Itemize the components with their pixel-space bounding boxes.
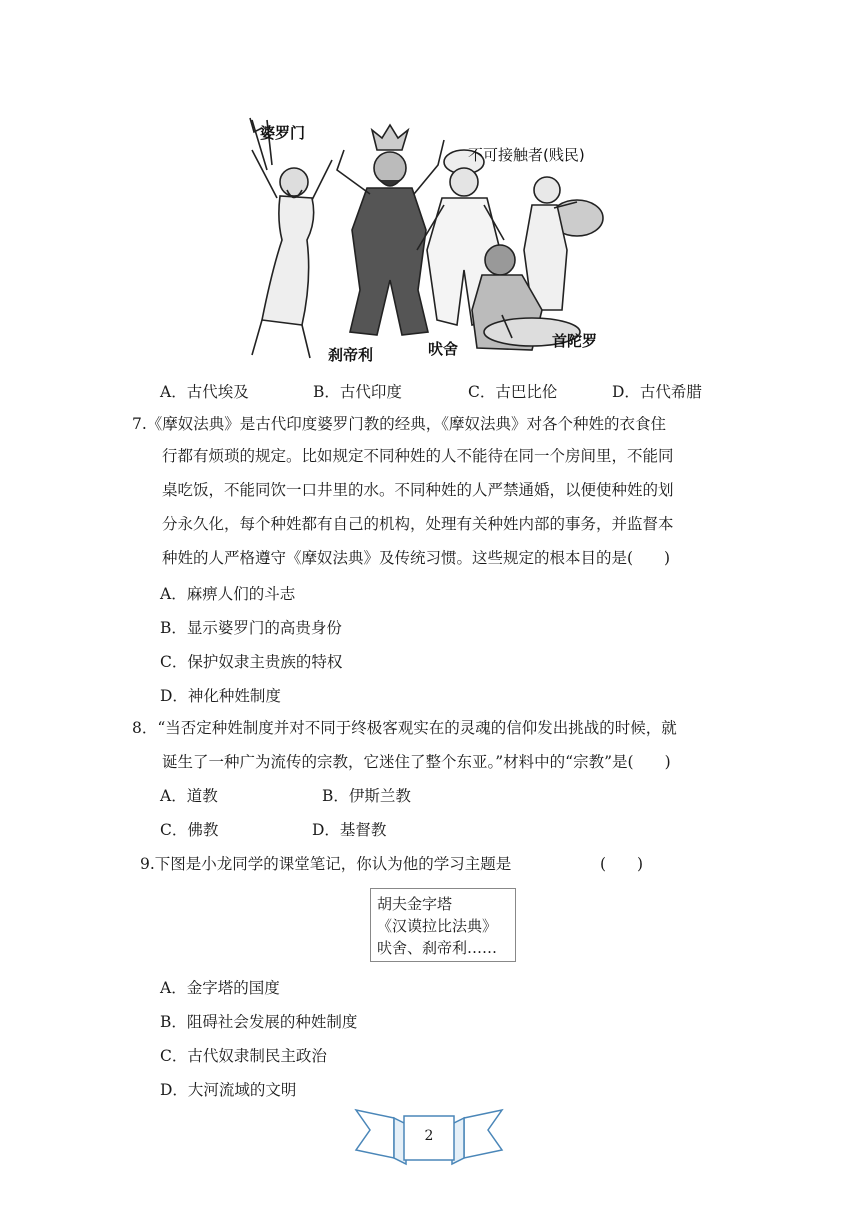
q6-option-c: C．古巴比伦 bbox=[468, 383, 558, 401]
q9-option-a: A．金字塔的国度 bbox=[160, 979, 280, 997]
q8-option-b: B．伊斯兰教 bbox=[322, 787, 411, 805]
q6-option-d: D．古代希腊 bbox=[612, 383, 702, 401]
q9-option-c: C．古代奴隶制民主政治 bbox=[160, 1047, 327, 1065]
q6-option-a: A．古代埃及 bbox=[160, 383, 249, 401]
q9-option-b: B．阻碍社会发展的种姓制度 bbox=[160, 1013, 358, 1031]
q7-stem-line-1: 7.《摩奴法典》是古代印度婆罗门教的经典，《摩奴法典》对各个种姓的衣食住 bbox=[132, 415, 667, 433]
note-line-1: 胡夫金字塔 bbox=[377, 895, 453, 913]
q7-stem-line-3: 桌吃饭，不能同饮一口井里的水。不同种姓的人严禁通婚，以便使种姓的划 bbox=[162, 481, 674, 499]
q8-stem-line-2: 诞生了一种广为流传的宗教，它迷住了整个东亚。”材料中的“宗教”是( ) bbox=[162, 753, 671, 771]
q7-stem-line-2: 行都有烦琐的规定。比如规定不同种姓的人不能待在同一个房间里，不能同 bbox=[162, 447, 674, 465]
q8-stem-line-1: 8．“当否定种姓制度并对不同于终极客观实在的灵魂的信仰发出挑战的时候，就 bbox=[132, 719, 677, 737]
label-vaishya: 吠舍 bbox=[428, 340, 459, 358]
q7-option-b: B．显示婆罗门的高贵身份 bbox=[160, 619, 342, 637]
label-shudra: 首陀罗 bbox=[552, 332, 598, 350]
q9-answer-paren: ( ) bbox=[600, 855, 644, 873]
q9-stem: 9.下图是小龙同学的课堂笔记，你认为他的学习主题是 bbox=[140, 855, 512, 873]
q7-option-d: D．神化种姓制度 bbox=[160, 687, 281, 705]
page-number: 2 bbox=[424, 1128, 434, 1144]
class-notes-box bbox=[370, 888, 516, 962]
label-brahmin: 婆罗门 bbox=[260, 124, 306, 142]
q6-option-b: B．古代印度 bbox=[313, 383, 402, 401]
q7-option-c: C．保护奴隶主贵族的特权 bbox=[160, 653, 343, 671]
q7-option-a: A．麻痹人们的斗志 bbox=[160, 585, 296, 603]
note-line-3: 吠舍、刹帝利…… bbox=[377, 939, 498, 957]
label-kshatriya: 刹帝利 bbox=[328, 346, 374, 364]
q8-option-a: A．道教 bbox=[160, 787, 218, 805]
q8-option-c: C．佛教 bbox=[160, 821, 219, 839]
note-line-2: 《汉谟拉比法典》 bbox=[377, 917, 498, 935]
q9-option-d: D．大河流域的文明 bbox=[160, 1081, 297, 1099]
q7-stem-line-5: 种姓的人严格遵守《摩奴法典》及传统习惯。这些规定的根本目的是( ) bbox=[162, 549, 671, 567]
label-untouchable: 不可接触者(贱民) bbox=[468, 146, 585, 164]
q7-stem-line-4: 分永久化，每个种姓都有自己的机构，处理有关种姓内部的事务，并监督本 bbox=[162, 515, 674, 533]
q8-option-d: D．基督教 bbox=[312, 821, 387, 839]
caste-illustration bbox=[232, 110, 632, 372]
